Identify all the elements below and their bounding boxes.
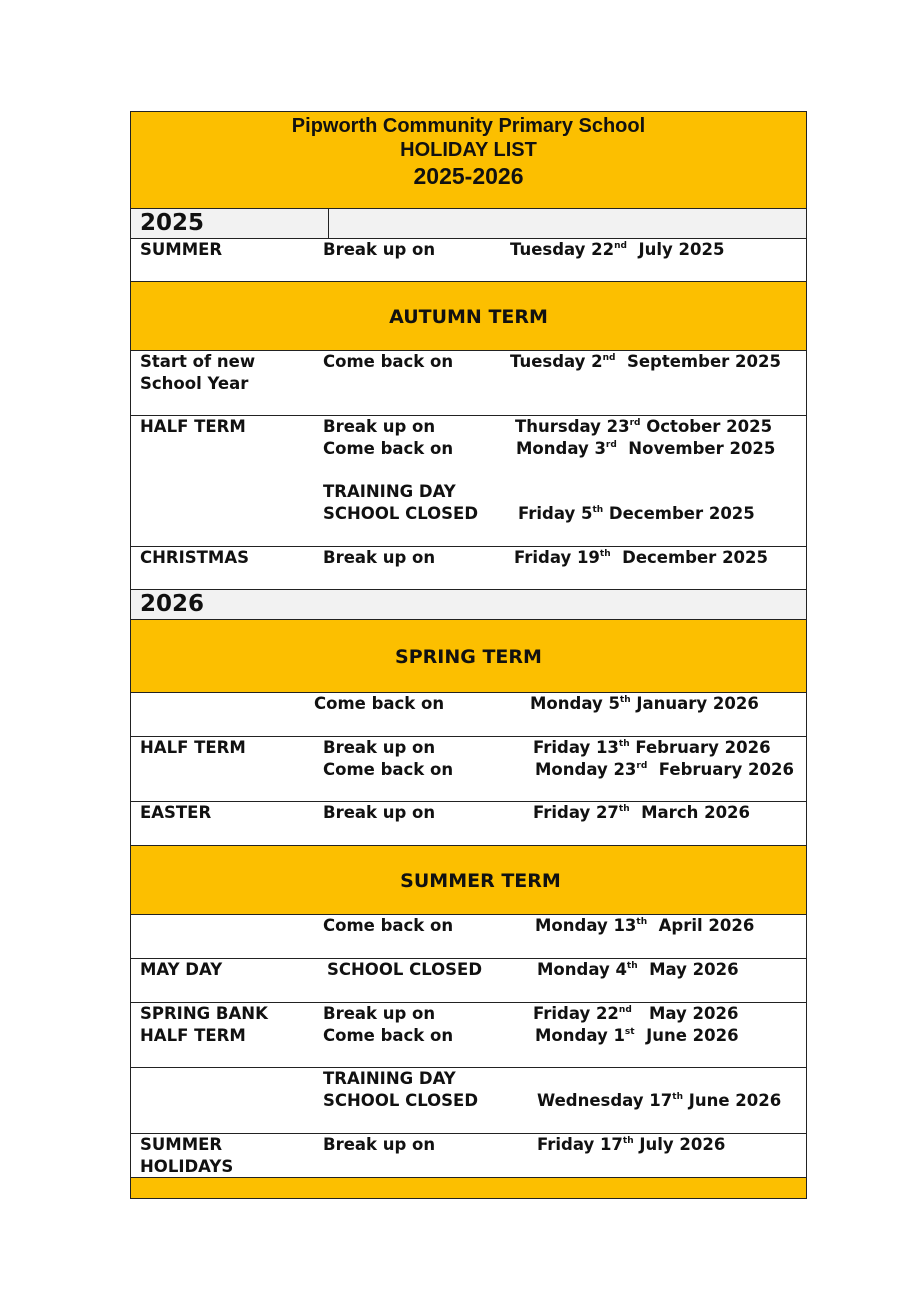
term-band-summer (131, 846, 806, 915)
row-label: CHRISTMAS (140, 548, 249, 567)
row-action: Break up on (323, 738, 436, 757)
column-divider (328, 209, 329, 238)
row-action: Break up on (323, 240, 436, 259)
row-label: MAY DAY (140, 960, 223, 979)
row-date: Wednesday 17th June 2026 (537, 1091, 782, 1110)
school-name: Pipworth Community Primary School (291, 115, 646, 137)
row-label: HALF TERM (140, 738, 246, 757)
row-action: Come back on (314, 694, 445, 713)
row-date: Friday 19th December 2025 (514, 548, 768, 567)
row-date: Friday 22nd May 2026 (533, 1004, 739, 1023)
row-label: Start of new School Year (140, 352, 256, 393)
row-action: Come back on (323, 1026, 454, 1045)
row-label: HALF TERM (140, 417, 246, 436)
row-label: EASTER (140, 803, 212, 822)
term-title: SPRING TERM (395, 646, 542, 668)
row-action: Come back on (323, 352, 454, 371)
table-row (131, 802, 806, 846)
row-label: SUMMER (140, 240, 223, 259)
table-row (131, 416, 806, 547)
row-date: Monday 5th January 2026 (530, 694, 759, 713)
row-action: Break up on (323, 1004, 436, 1023)
table-row (131, 915, 806, 959)
term-band-autumn (131, 282, 806, 351)
row-action: Break up on (323, 548, 436, 567)
row-date: Monday 13th April 2026 (535, 916, 755, 935)
table-row (131, 239, 806, 282)
term-band-spring (131, 620, 806, 693)
row-date: Monday 1st June 2026 (535, 1026, 739, 1045)
table-row (131, 1003, 806, 1068)
row-label: SUMMER HOLIDAYS (140, 1135, 234, 1176)
row-date: Monday 4th May 2026 (537, 960, 739, 979)
row-action: Break up on (323, 1135, 436, 1154)
row-action: TRAINING DAY SCHOOL CLOSED (323, 482, 479, 523)
row-date: Monday 23rd February 2026 (535, 760, 794, 779)
holiday-list-document (130, 111, 807, 1199)
row-action: TRAINING DAY SCHOOL CLOSED (323, 1069, 479, 1110)
row-action: Come back on (323, 439, 454, 458)
row-action: Come back on (323, 760, 454, 779)
row-date: Monday 3rd November 2025 (516, 439, 776, 458)
year-row-2025 (131, 209, 806, 239)
header-band (131, 112, 806, 209)
footer-band (131, 1178, 806, 1199)
row-action: SCHOOL CLOSED (327, 960, 483, 979)
term-title: SUMMER TERM (400, 870, 561, 892)
academic-years: 2025-2026 (413, 163, 524, 189)
year-2026-label: 2026 (140, 591, 205, 617)
table-row (131, 693, 806, 737)
table-row (131, 351, 806, 416)
table-row (131, 959, 806, 1003)
table-row (131, 1134, 806, 1178)
row-date: Thursday 23rd October 2025 (515, 417, 773, 436)
document-subtitle: HOLIDAY LIST (400, 139, 537, 161)
table-row (131, 1068, 806, 1134)
row-date: Friday 27th March 2026 (533, 803, 751, 822)
year-2025-label: 2025 (140, 210, 205, 236)
row-date: Friday 5th December 2025 (518, 504, 755, 523)
row-date: Friday 17th July 2026 (537, 1135, 726, 1154)
row-date: Tuesday 22nd July 2025 (510, 240, 725, 259)
row-label: SPRING BANK HALF TERM (140, 1004, 268, 1045)
year-row-2026 (131, 590, 806, 620)
term-title: AUTUMN TERM (389, 306, 548, 328)
table-row (131, 547, 806, 590)
row-action: Break up on (323, 803, 436, 822)
row-action: Break up on (323, 417, 436, 436)
row-action: Come back on (323, 916, 454, 935)
table-row (131, 737, 806, 802)
row-date: Tuesday 2nd September 2025 (510, 352, 781, 371)
row-date: Friday 13th February 2026 (533, 738, 771, 757)
